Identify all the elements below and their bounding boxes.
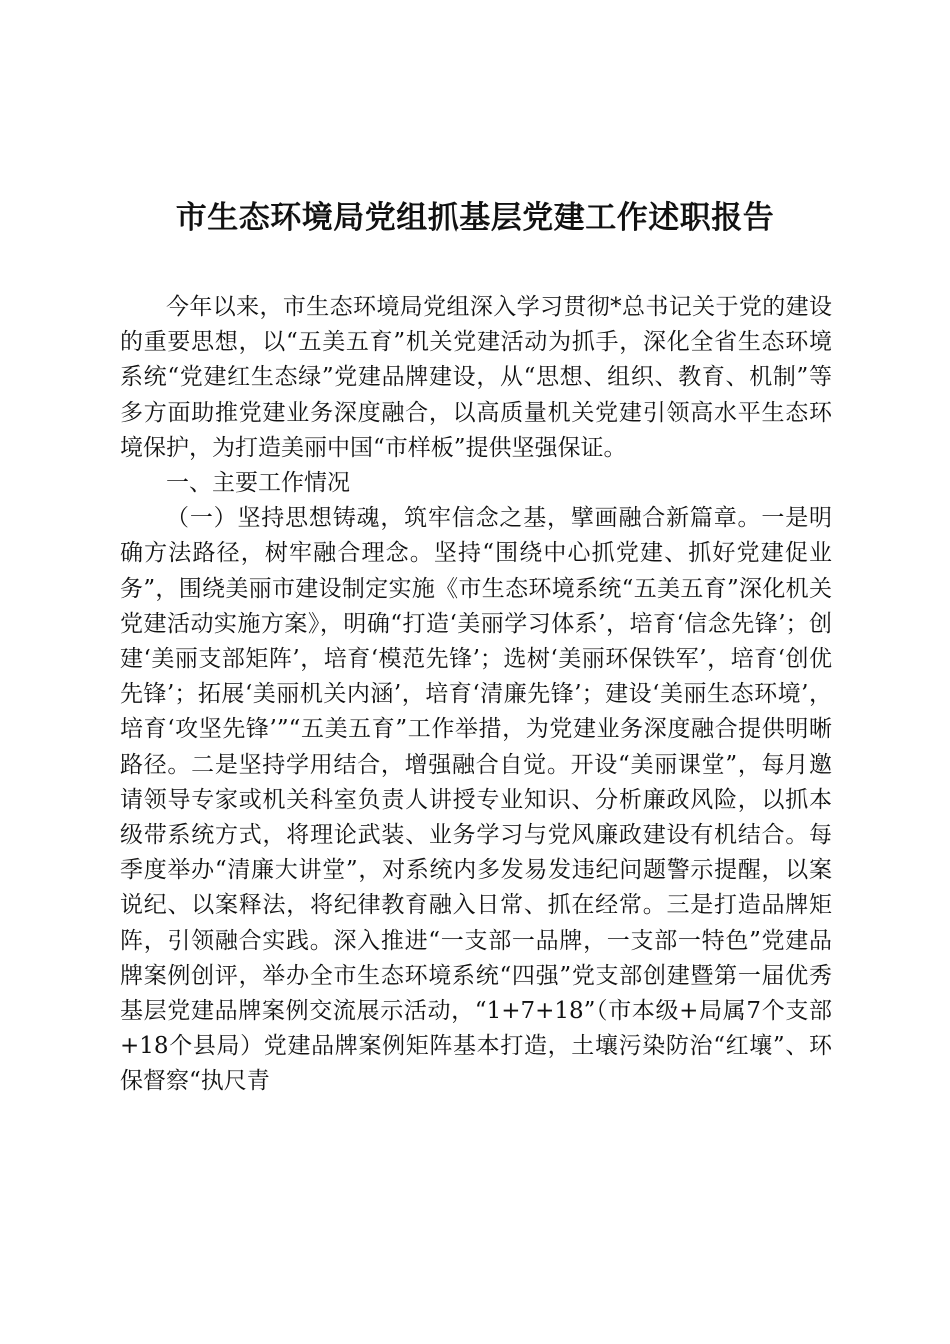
section-heading: 一、主要工作情况: [166, 470, 350, 497]
document-title: 市生态环境局党组抓基层党建工作述职报告: [175, 200, 775, 236]
document-body: [120, 290, 832, 1100]
subsection-title: （一）坚持思想铸魂，筑牢信念之基，擘画融合新篇章。: [166, 505, 762, 532]
subsection-paragraph: [120, 501, 832, 1099]
subsection-body: 一是明确方法路径，树牢融合理念。坚持“围绕中心抓党建、抓好党建促业务”，围绕美丽市建设制定实施《市生态环境系统“五美五育”深化机关党建活动实施方案》，明确“打造‘美丽学习体系’，培育‘信念先锋’；创建‘美丽支部矩阵’，培育‘模范先锋’；选树‘美丽环保铁军’，培育‘创优先锋’；拓展‘美丽机关内涵’，培育‘清廉先锋’；建设‘美丽生态环境’，培育‘攻坚先锋’”“五美五育”工作举措，为党建业务深度融合提供明晰路径。二是坚持学用结合，增强融合自觉。开设“美丽课堂”，每月邀请领导专家或机关科室负责人讲授专业知识、分析廉政风险，以抓本级带系统方式，将理论武装、业务学习与党风廉政建设有机结合。每季度举办“清廉大讲堂”，对系统内多发易发违纪问题警示提醒，以案说纪、以案释法，将纪律教育融入日常、抓在经常。三是打造品牌矩阵，引领融合实践。深入推进“一支部一品牌，一支部一特色”党建品牌案例创评，举办全市生态环境系统“四强”党支部创建暨第一届优秀基层党建品牌案例交流展示活动，“1+7+18”（市本级+局属7个支部+18个县局）党建品牌案例矩阵基本打造，土壤污染防治“红壤”、环保督察“执尺青: [120, 505, 833, 1095]
intro-paragraph: 今年以来，市生态环境局党组深入学习贯彻*总书记关于党的建设的重要思想，以“五美五育”机关党建活动为抓手，深化全省生态环境系统“党建红生态绿”党建品牌建设，从“思想、组织、教育、机制”等多方面助推党建业务深度融合，以高质量机关党建引领高水平生态环境保护，为打造美丽中国“市样板”提供坚强保证。: [120, 294, 832, 461]
